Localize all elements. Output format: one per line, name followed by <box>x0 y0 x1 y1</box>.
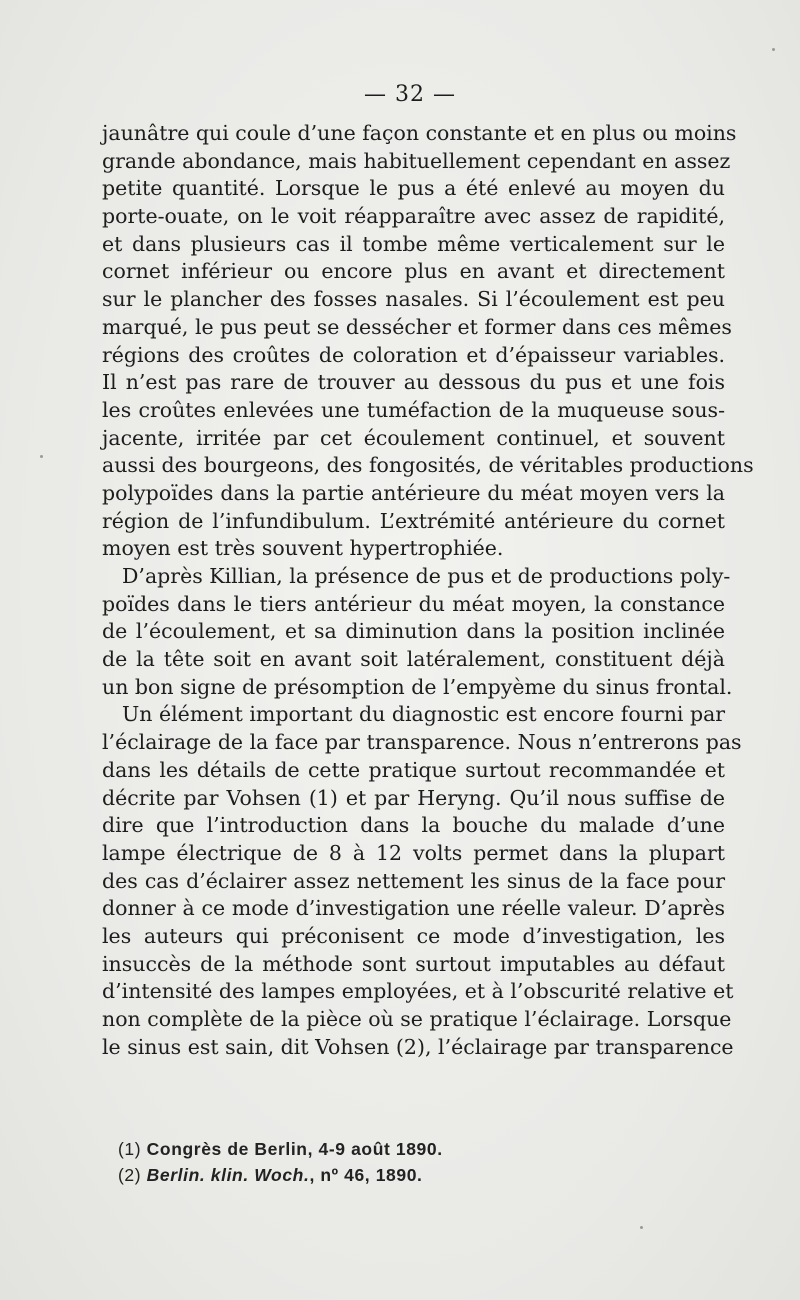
text-line: insuccès de la méthode sont surtout imputables au défaut <box>102 951 725 976</box>
footnote-marker: (1) <box>118 1139 142 1159</box>
text-line: de l’écoulement, et sa diminution dans la position inclinée <box>102 619 725 644</box>
footnote-text: Congrès de Berlin, 4-9 août 1890. <box>146 1139 443 1159</box>
text-line: région de l’infundibulum. L’extrémité antérieure du cornet <box>102 508 725 533</box>
text-line: non complète de la pièce où se pratique l’éclairage. Lorsque <box>102 1007 732 1031</box>
text-line: l’éclairage de la face par transparence. Nous n’entrerons pas <box>102 730 742 755</box>
paragraph-3 <box>102 701 742 1061</box>
text-line: dans les détails de cette pratique surtout recommandée et <box>102 757 725 782</box>
text-line: les croûtes enlevées une tuméfaction de la muqueuse sous- <box>102 397 725 422</box>
text-line: le sinus est sain, dit Vohsen (2), l’éclairage par transparence <box>102 1034 734 1059</box>
paper-speck <box>640 1226 643 1229</box>
footnote-2 <box>118 1162 718 1188</box>
text-line: moyen est très souvent hypertrophiée. <box>102 536 504 561</box>
text-line: décrite par Vohsen (1) et par Heryng. Qu’il nous suffise de <box>102 785 725 810</box>
footnote-1 <box>118 1136 718 1162</box>
text-line: donner à ce mode d’investigation une réelle valeur. D’après <box>102 896 725 921</box>
text-line: lampe électrique de 8 à 12 volts permet dans la plupart <box>102 840 725 865</box>
text-line: de la tête soit en avant soit latéralement, constituent déjà <box>102 647 725 672</box>
paragraph-1 <box>102 120 754 563</box>
text-line: cornet inférieur ou encore plus en avant et directement <box>102 259 725 284</box>
body-text <box>102 120 754 1061</box>
text-line: poïdes dans le tiers antérieur du méat moyen, la constance <box>102 591 725 616</box>
text-line: marqué, le pus peut se dessécher et former dans ces mêmes <box>102 314 732 339</box>
paragraph-2 <box>102 563 733 701</box>
text-line: régions des croûtes de coloration et d’épaisseur variables. <box>102 342 725 367</box>
footnote-journal-title: Berlin. klin. Woch. <box>146 1165 310 1185</box>
text-line: d’intensité des lampes employées, et à l’obscurité relative et <box>102 979 734 1004</box>
text-line: un bon signe de présomption de l’empyème du sinus frontal. <box>102 674 733 699</box>
text-line: des cas d’éclairer assez nettement les sinus de la face pour <box>102 868 725 893</box>
text-line: porte-ouate, on le voit réapparaître avec assez de rapidité, <box>102 204 725 229</box>
text-line: les auteurs qui préconisent ce mode d’investigation, les <box>102 923 725 948</box>
paper-speck <box>40 455 43 458</box>
text-line: sur le plancher des fosses nasales. Si l’écoulement est peu <box>102 287 725 312</box>
footnote-text: , nº 46, 1890. <box>309 1165 423 1185</box>
text-line: dire que l’introduction dans la bouche du malade d’une <box>102 813 725 838</box>
page-number: — 32 — <box>364 82 456 107</box>
text-line: D’après Killian, la présence de pus et de productions poly- <box>122 564 731 588</box>
footnote-marker: (2) <box>118 1165 142 1185</box>
text-line: jaunâtre qui coule d’une façon constante et en plus ou moins <box>102 121 737 145</box>
paper-speck <box>772 48 775 51</box>
text-line: Un élément important du diagnostic est encore fourni par <box>122 702 726 727</box>
text-line: aussi des bourgeons, des fongosités, de véritables productions <box>102 453 754 478</box>
text-line: petite quantité. Lorsque le pus a été enlevé au moyen du <box>102 176 725 201</box>
footnotes <box>118 1136 718 1188</box>
text-line: jacente, irritée par cet écoulement continuel, et souvent <box>102 425 725 450</box>
text-line: Il n’est pas rare de trouver au dessous du pus et une fois <box>102 370 725 395</box>
text-line: polypoïdes dans la partie antérieure du méat moyen vers la <box>102 480 725 505</box>
text-line: grande abondance, mais habituellement cependant en assez <box>102 148 731 173</box>
text-line: et dans plusieurs cas il tombe même verticalement sur le <box>102 231 725 256</box>
